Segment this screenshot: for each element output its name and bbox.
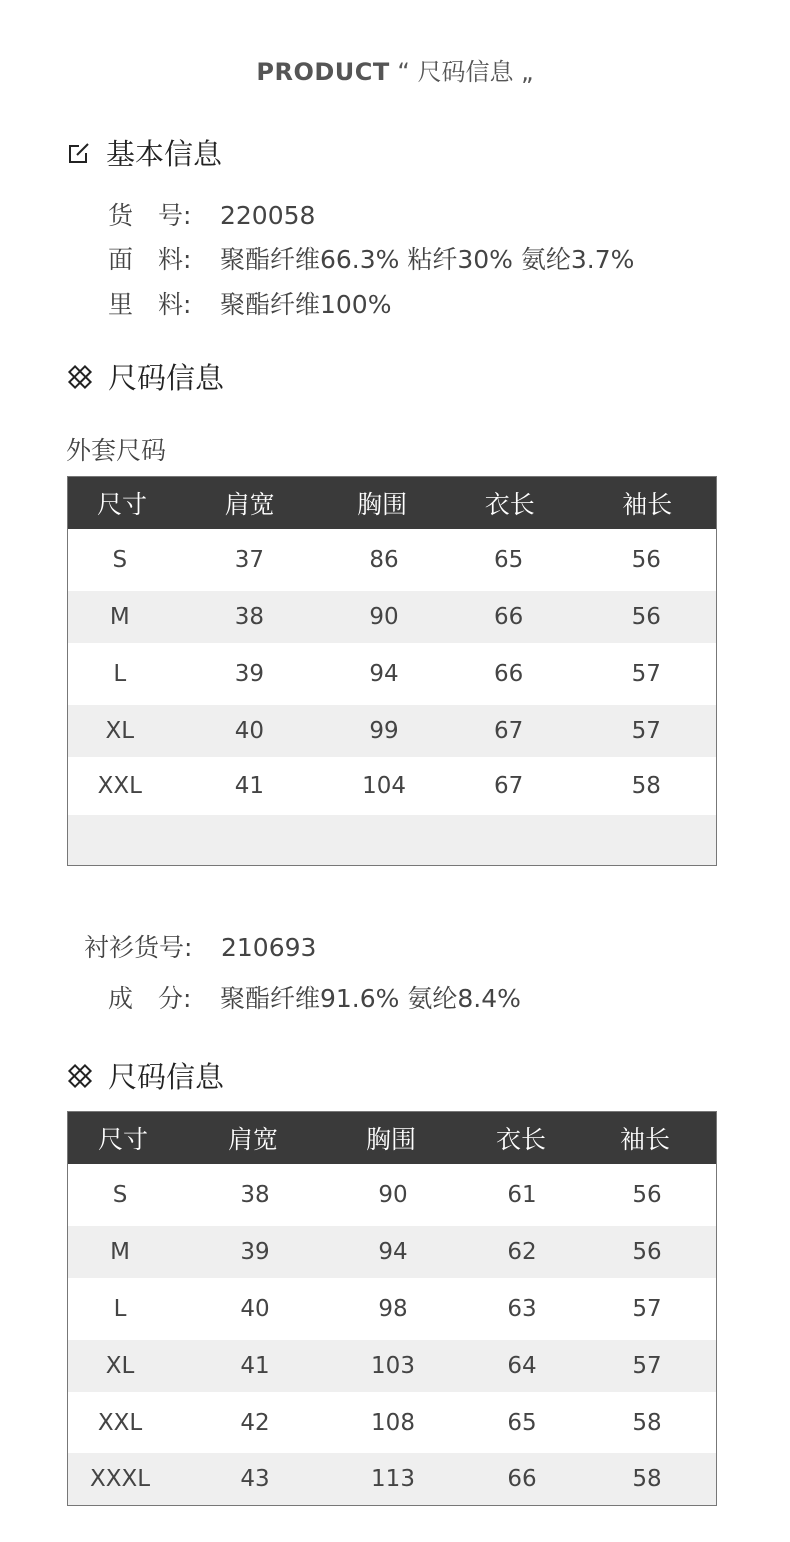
table-cell: 58 bbox=[632, 1466, 662, 1492]
size-info-title-2 bbox=[66, 1055, 224, 1096]
shirt-size-table bbox=[67, 1111, 717, 1506]
table-row bbox=[68, 1340, 716, 1392]
table-cell: 42 bbox=[240, 1409, 270, 1436]
table-cell: 64 bbox=[507, 1353, 537, 1379]
page-title-zh: 尺码信息 bbox=[417, 58, 514, 86]
table-row bbox=[68, 1226, 716, 1278]
table-cell: 90 bbox=[369, 604, 399, 630]
table-cell: 57 bbox=[632, 1353, 662, 1379]
table-cell: 90 bbox=[378, 1182, 408, 1208]
table-header-cell: 尺寸 bbox=[97, 1125, 148, 1154]
table-cell: 41 bbox=[240, 1353, 270, 1379]
table-row bbox=[68, 529, 716, 591]
table-row bbox=[68, 643, 716, 705]
table-cell: 57 bbox=[631, 661, 661, 687]
info-row-item-no bbox=[108, 196, 315, 232]
coat-size-table bbox=[67, 476, 717, 866]
info-value: 聚酯纤维100% bbox=[220, 290, 392, 319]
table-cell: 104 bbox=[362, 773, 406, 799]
info-value: 聚酯纤维66.3% 粘纤30% 氨纶3.7% bbox=[220, 245, 635, 274]
table-header-row bbox=[68, 1112, 716, 1164]
table-header-row bbox=[68, 477, 716, 529]
table-cell: L bbox=[113, 661, 127, 687]
info-label: 成 分: bbox=[108, 984, 192, 1013]
table-cell: 57 bbox=[631, 718, 661, 744]
size-info-title-text: 尺码信息 bbox=[108, 361, 225, 395]
table-row bbox=[68, 1392, 716, 1453]
table-cell: 65 bbox=[494, 547, 524, 573]
info-label: 衬衫货号: bbox=[84, 933, 193, 962]
basic-info-title bbox=[66, 132, 222, 173]
table-cell: 43 bbox=[240, 1466, 270, 1492]
table-cell: 38 bbox=[234, 604, 265, 630]
table-cell: XL bbox=[105, 718, 135, 744]
table-header-cell: 衣长 bbox=[495, 1125, 546, 1154]
table-row bbox=[68, 1278, 716, 1340]
info-row-lining bbox=[108, 285, 391, 321]
page-title-en: PRODUCT bbox=[256, 58, 390, 86]
table-header-cell: 肩宽 bbox=[224, 490, 275, 519]
table-row bbox=[68, 1164, 716, 1226]
table-cell: 58 bbox=[631, 773, 661, 799]
page-title-close-quote: „ bbox=[521, 58, 534, 86]
table-cell: 39 bbox=[234, 661, 265, 687]
table-header-cell: 胸围 bbox=[357, 490, 408, 519]
table-cell: 66 bbox=[507, 1466, 537, 1492]
page-title-open-quote: “ bbox=[397, 58, 410, 86]
info-label: 面 料: bbox=[108, 245, 192, 274]
table-cell: 58 bbox=[632, 1409, 662, 1436]
table-cell: 67 bbox=[494, 718, 524, 744]
table-cell: 40 bbox=[234, 718, 265, 744]
table-cell: L bbox=[113, 1296, 127, 1322]
table-row bbox=[68, 591, 716, 643]
info-row-shirt-no bbox=[84, 928, 317, 964]
table-cell: 56 bbox=[631, 604, 661, 630]
table-cell: 63 bbox=[507, 1296, 537, 1322]
table-cell: 103 bbox=[371, 1353, 415, 1379]
table-cell: 38 bbox=[240, 1182, 270, 1208]
basic-info-title-text: 基本信息 bbox=[106, 137, 223, 171]
table-cell: 65 bbox=[507, 1409, 537, 1436]
table-cell: XXL bbox=[97, 773, 142, 799]
info-value: 210693 bbox=[221, 933, 317, 962]
table-cell: 56 bbox=[632, 1182, 662, 1208]
table-header-cell: 袖长 bbox=[622, 490, 673, 519]
page-title bbox=[0, 52, 790, 87]
size-info-title-text: 尺码信息 bbox=[108, 1060, 225, 1094]
table-cell: XXL bbox=[97, 1409, 143, 1436]
table-cell: 108 bbox=[371, 1409, 415, 1436]
table-cell: S bbox=[112, 1182, 128, 1208]
table-cell: S bbox=[112, 547, 128, 573]
table-empty-row bbox=[68, 815, 716, 865]
info-row-composition bbox=[108, 979, 521, 1015]
table-cell: M bbox=[109, 604, 130, 630]
table-cell: 86 bbox=[369, 547, 399, 573]
table-header-cell: 衣长 bbox=[484, 490, 535, 519]
table-cell: 94 bbox=[378, 1239, 408, 1265]
table-cell: 66 bbox=[494, 661, 524, 687]
table-cell: 56 bbox=[632, 1239, 662, 1265]
info-value: 聚酯纤维91.6% 氨纶8.4% bbox=[220, 984, 521, 1013]
table-cell: 39 bbox=[240, 1239, 270, 1265]
info-label: 里 料: bbox=[108, 290, 192, 319]
table-cell: 56 bbox=[631, 547, 661, 573]
table-cell: XL bbox=[105, 1353, 135, 1379]
table-cell: 99 bbox=[369, 718, 399, 744]
table-cell: 57 bbox=[632, 1296, 662, 1322]
coat-size-subtitle: 外套尺码 bbox=[66, 436, 167, 465]
info-label: 货 号: bbox=[108, 201, 192, 230]
ruler-pencil-icon bbox=[66, 1062, 94, 1090]
table-cell: 94 bbox=[369, 661, 399, 687]
table-row bbox=[68, 1453, 716, 1505]
table-cell: M bbox=[110, 1239, 130, 1265]
info-value: 220058 bbox=[220, 201, 316, 230]
table-header-cell: 尺寸 bbox=[96, 490, 147, 519]
table-row bbox=[68, 705, 716, 757]
table-cell: 40 bbox=[240, 1296, 270, 1322]
ruler-pencil-icon bbox=[66, 363, 94, 391]
table-cell: 41 bbox=[234, 773, 265, 799]
edit-icon bbox=[66, 140, 92, 166]
table-cell: 98 bbox=[378, 1296, 408, 1322]
table-header-cell: 袖长 bbox=[619, 1125, 670, 1154]
size-info-title-1 bbox=[66, 356, 224, 397]
table-cell: 113 bbox=[371, 1466, 415, 1492]
table-cell: 66 bbox=[494, 604, 524, 630]
table-row bbox=[68, 757, 716, 815]
table-cell: XXXL bbox=[89, 1466, 151, 1492]
table-cell: 67 bbox=[494, 773, 524, 799]
table-header-cell: 肩宽 bbox=[227, 1125, 278, 1154]
table-cell: 37 bbox=[234, 547, 265, 573]
table-cell: 62 bbox=[507, 1239, 537, 1265]
info-row-fabric bbox=[108, 240, 634, 276]
table-header-cell: 胸围 bbox=[365, 1125, 416, 1154]
table-cell: 61 bbox=[507, 1182, 537, 1208]
